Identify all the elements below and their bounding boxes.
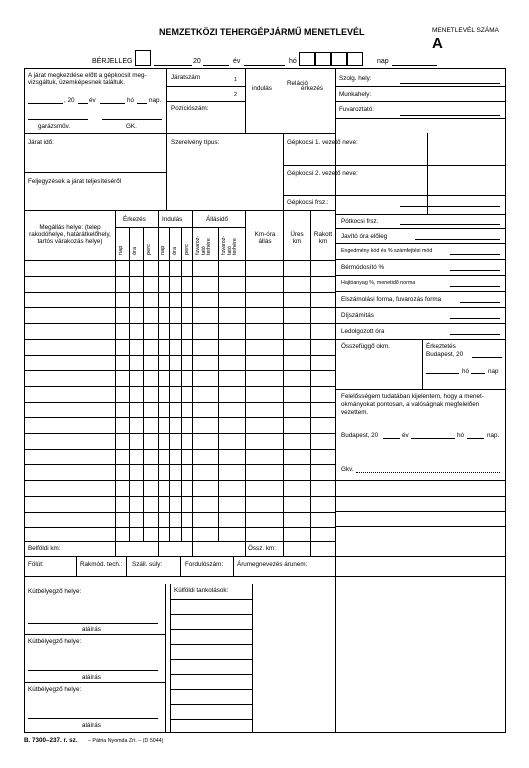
javito-label: Javító óra előleg — [341, 233, 388, 240]
foreign-row-line — [170, 674, 252, 675]
munkahely-label: Munkahely: — [339, 91, 372, 98]
month-label: hó — [289, 58, 297, 65]
alairas-2: aláírás — [82, 674, 101, 681]
ind-nap: nap — [160, 245, 166, 255]
grid-row-line — [24, 355, 335, 356]
grid-row-line — [24, 276, 335, 277]
right-row-line — [335, 526, 506, 527]
poziciószam-label: Pozíciószám: — [171, 105, 209, 112]
fordulo-label: Fordulószám: — [185, 561, 224, 568]
erk-ora: óra — [132, 246, 138, 255]
erkeztetes-ho: hó — [462, 368, 470, 375]
erkeztetes-label: Érkeztetés — [426, 343, 456, 350]
doc-number-label: MENETLEVÉL SZÁMA — [432, 27, 499, 34]
date-20: , 20 — [64, 97, 75, 104]
ossz-km-label: Össz. km: — [248, 545, 276, 552]
indulas-label: indulás — [252, 85, 272, 92]
date-ev: év — [89, 97, 96, 104]
col-erkezes: Érkezés — [123, 216, 146, 223]
form-title: NEMZETKÖZI TEHERGÉPJÁRMŰ MENETLEVÉL — [159, 27, 365, 37]
berjelleg-label: BÉRJELLEG — [92, 58, 133, 65]
hajtoanyag-label: Hajtóanyag %, menetidő norma — [341, 280, 416, 286]
year-prefix: 20 — [193, 58, 201, 65]
grid-row-line — [24, 433, 335, 434]
date-ho: hó — [127, 97, 135, 104]
relacio-label: Reláció — [287, 80, 308, 87]
grid-row-line — [24, 370, 335, 371]
day-label: nap — [377, 58, 389, 65]
jarat-ido-label: Járat idő: — [28, 139, 54, 146]
footer-code: B. 7300–237. r. sz. — [24, 737, 78, 744]
foreign-row-line — [170, 704, 252, 705]
gk-label: GK. — [126, 123, 137, 130]
foreign-row-line — [170, 614, 252, 615]
row-1: 1 — [234, 77, 237, 83]
kutbelyegzo-label-2: Kútbélyegző helye: — [28, 638, 82, 645]
month-box-1[interactable] — [299, 52, 315, 66]
grid-row-line — [24, 307, 335, 308]
year-label: év — [233, 58, 241, 65]
ledolgozott-label: Ledolgozott óra — [341, 328, 385, 335]
megallas-label: Megállás helye: (telep rakodóhelye, határátkelőhely, tartós várakozás helye) — [29, 224, 111, 246]
month-box-2[interactable] — [315, 52, 331, 66]
ures-km-label: Üres km — [290, 231, 304, 246]
foreign-row-line — [170, 659, 252, 660]
signature-budapest: Budapest, 20 — [341, 432, 379, 439]
grid-row-line — [24, 449, 335, 450]
alairas-3: aláírás — [82, 722, 101, 729]
grid-row-line — [24, 323, 335, 324]
gkv-label: Gkv. — [341, 466, 354, 473]
foreign-row-line — [170, 599, 252, 600]
felelosseg-text: Felelősségem tudatában kijelentem, hogy a menet-okmányokat pontosan, a valóságnak megfelelően vezettem. — [341, 393, 484, 416]
inspection-text: A járat megkezdése előtt a gépkocsit meg-vizsgáltuk, üzemképesnek találtuk. — [28, 72, 147, 87]
erkezes-label: érkezés — [301, 85, 324, 92]
grid-row-line — [24, 292, 335, 293]
kutbelyegzo-label-3: Kútbélyegző helye: — [28, 686, 82, 693]
szall-suly-label: Száll. súly: — [132, 561, 163, 568]
col-allasido: Állásidő — [206, 216, 229, 223]
arum-label: Árumegnevezés árunem: — [237, 561, 308, 568]
grid-row-line — [24, 496, 335, 497]
szerelveny-label: Szerelvény típus: — [171, 139, 220, 146]
rakott-km-label: Rakott km — [313, 231, 333, 246]
folut-label: Fölút: — [28, 561, 44, 568]
km-ora-label: Km-óra állás — [254, 231, 276, 246]
fuvaroztato-label: Fuvaroztató: — [339, 106, 374, 113]
right-row-line — [335, 511, 506, 512]
allas-fuv1: fuvaroz-tató terhére — [195, 235, 213, 255]
footer-printer: – Pátria Nyomda Zrt. – (D 5044) — [88, 738, 164, 744]
foreign-row-line — [170, 689, 252, 690]
signature-ev: év — [402, 432, 409, 439]
month-box-4[interactable] — [347, 52, 363, 66]
osszefuggo-label: Összefüggő okm. — [341, 343, 390, 350]
month-box-3[interactable] — [331, 52, 347, 66]
engedmeny-label: Engedmény kód és % számfejtési mód — [341, 248, 433, 254]
grid-row-line — [24, 417, 335, 418]
row-2: 2 — [234, 92, 237, 98]
grid-row-line — [24, 464, 335, 465]
elszamolasi-label: Elszámolási forma, fuvarozás forma — [341, 296, 442, 303]
grid-row-line — [24, 339, 335, 340]
date-nap: nap. — [149, 97, 162, 104]
right-row-line — [335, 496, 506, 497]
foreign-row-line — [170, 629, 252, 630]
berjelleg-box[interactable] — [135, 50, 151, 66]
grid-row-line — [24, 386, 335, 387]
grid-row-line — [24, 527, 335, 528]
erk-perc: perc — [146, 244, 152, 255]
ind-ora: óra — [172, 246, 178, 255]
kulfoldi-label: Külföldi tankolások: — [174, 587, 229, 594]
doc-letter: A — [432, 35, 443, 52]
grid-row-line — [24, 402, 335, 403]
col-indulas: Indulás — [162, 216, 183, 223]
rakmod-label: Rakmód. tech.: — [80, 561, 123, 568]
garazsmuv-label: garázsműv. — [38, 123, 71, 130]
driver2-label: Gépkocsi 2. vezető neve: — [287, 170, 358, 177]
kutbelyegzo-label-1: Kútbélyegző helye: — [28, 588, 82, 595]
signature-ho: hó — [457, 432, 465, 439]
driver1-label: Gépkocsi 1. vezető neve: — [287, 139, 358, 146]
dijszamitas-label: Díjszámítás — [341, 312, 374, 319]
belfoldi-km-label: Belföldi km: — [28, 545, 61, 552]
grid-row-line — [24, 512, 335, 513]
foreign-row-line — [170, 719, 252, 720]
feljegyzesek-label: Feljegyzések a járat teljesítéséről — [28, 178, 122, 185]
bermodosito-label: Bérmódosító % — [341, 264, 385, 271]
allas-fuv2: fuvaroz-tató terhére — [221, 235, 239, 255]
szolg-hely-label: Szolg. hely: — [339, 75, 372, 82]
erkeztetes-nap: nap — [488, 368, 499, 375]
signature-nap: nap. — [487, 432, 500, 439]
erk-nap: nap — [118, 245, 124, 255]
foreign-row-line — [170, 644, 252, 645]
grid-row-line — [24, 480, 335, 481]
gk-frsz-label: Gépkocsi frsz.: — [287, 199, 329, 206]
erkeztetes-budapest: Budapest, 20 — [426, 351, 464, 358]
alairas-1: aláírás — [82, 626, 101, 633]
ind-perc: perc — [184, 244, 190, 255]
jaratszam-label: Járatszám — [171, 74, 201, 81]
potkocsi-label: Pótkocsi frsz. — [341, 218, 379, 225]
